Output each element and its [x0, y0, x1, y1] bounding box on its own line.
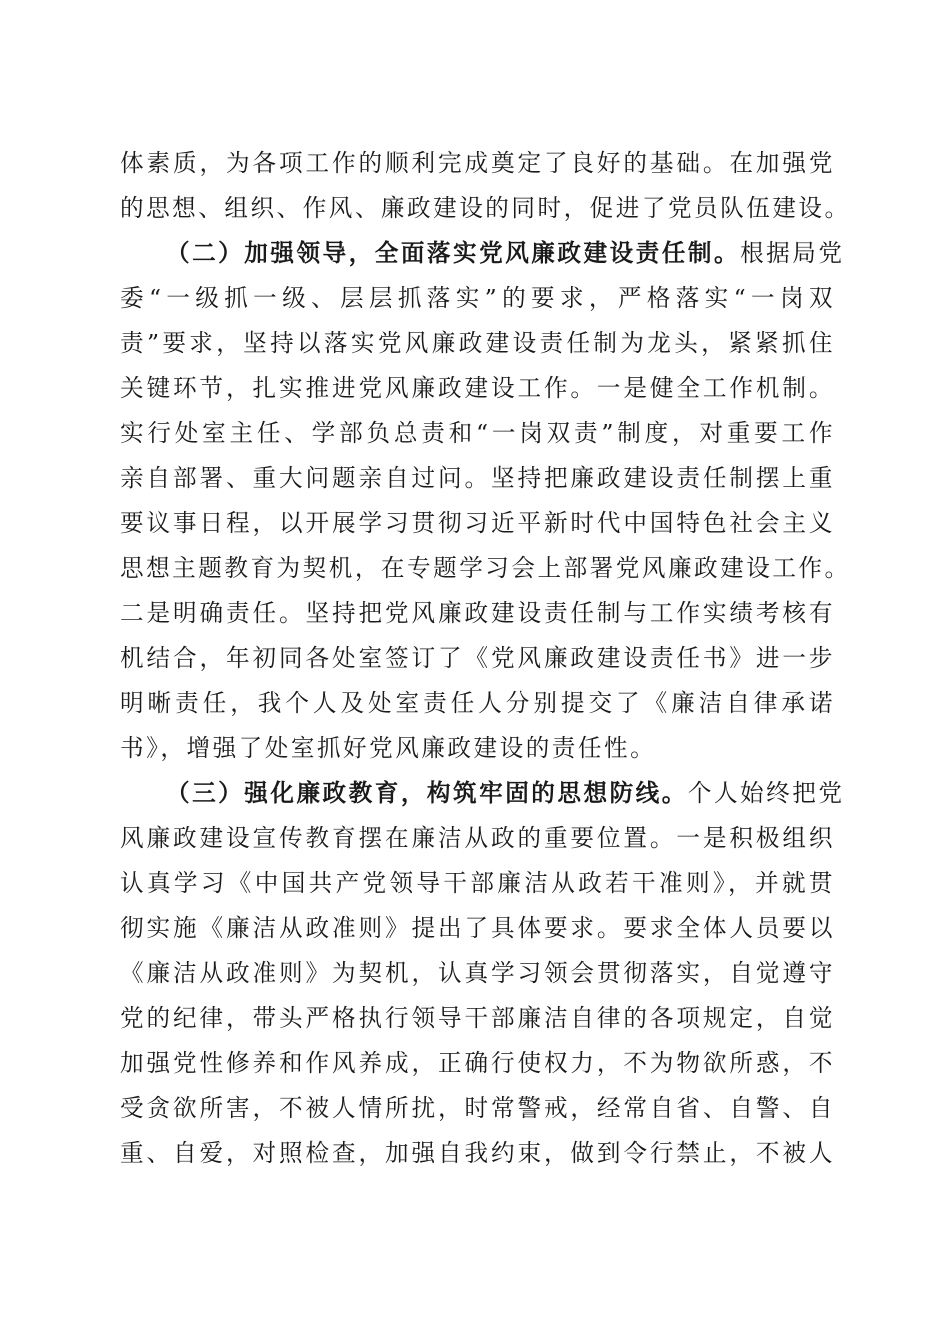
paragraph-line: 委“一级抓一级、层层抓落实”的要求，严格落实“一岗双	[120, 284, 835, 312]
paragraph-line: 党的纪律，带头严格执行领导干部廉洁自律的各项规定，自觉	[120, 1004, 835, 1032]
paragraph-line: 要议事日程，以开展学习贯彻习近平新时代中国特色社会主义	[120, 509, 835, 537]
paragraph-line: 风廉政建设宣传教育摆在廉洁从政的重要位置。一是积极组织	[120, 824, 835, 852]
section-3-heading: （三）强化廉政教育，构筑牢固的思想防线。	[166, 779, 688, 807]
paragraph-line: 关键环节，扎实推进党风廉政建设工作。一是健全工作机制。	[120, 374, 835, 402]
paragraph-line: 的思想、组织、作风、廉政建设的同时，促进了党员队伍建设。	[120, 194, 851, 222]
paragraph-line: 机结合，年初同各处室签订了《党风廉政建设责任书》进一步	[120, 644, 835, 672]
paragraph-line: 明晰责任，我个人及处室责任人分别提交了《廉洁自律承诺	[120, 689, 835, 717]
section-3-first-line	[166, 773, 845, 813]
paragraph-line: 思想主题教育为契机，在专题学习会上部署党风廉政建设工作。	[120, 554, 851, 582]
section-2-text: 根据局党	[740, 239, 845, 267]
paragraph-line: 二是明确责任。坚持把党风廉政建设责任制与工作实绩考核有	[120, 599, 835, 627]
paragraph-line: 《廉洁从政准则》为契机，认真学习领会贯彻落实，自觉遵守	[120, 959, 835, 987]
paragraph-line: 受贪欲所害，不被人情所扰，时常警戒，经常自省、自警、自	[120, 1094, 835, 1122]
paragraph-line: 加强党性修养和作风养成，正确行使权力，不为物欲所惑，不	[120, 1049, 835, 1077]
section-2-heading: （二）加强领导，全面落实党风廉政建设责任制。	[166, 239, 741, 267]
paragraph-line: 体素质，为各项工作的顺利完成奠定了良好的基础。在加强党	[120, 149, 835, 177]
paragraph-line: 亲自部署、重大问题亲自过问。坚持把廉政建设责任制摆上重	[120, 464, 835, 492]
paragraph-line: 认真学习《中国共产党领导干部廉洁从政若干准则》，并就贯	[120, 869, 835, 897]
paragraph-line: 责”要求，坚持以落实党风廉政建设责任制为龙头，紧紧抓住	[120, 329, 835, 357]
section-3-text: 个人始终把党	[687, 779, 845, 807]
paragraph-line: 重、自爱，对照检查，加强自我约束，做到令行禁止，不被人	[120, 1139, 835, 1167]
paragraph-line: 书》，增强了处室抓好党风廉政建设的责任性。	[120, 734, 657, 762]
section-2-first-line	[166, 233, 845, 273]
paragraph-line: 彻实施《廉洁从政准则》提出了具体要求。要求全体人员要以	[120, 914, 835, 942]
paragraph-line: 实行处室主任、学部负总责和“一岗双责”制度，对重要工作	[120, 419, 835, 447]
